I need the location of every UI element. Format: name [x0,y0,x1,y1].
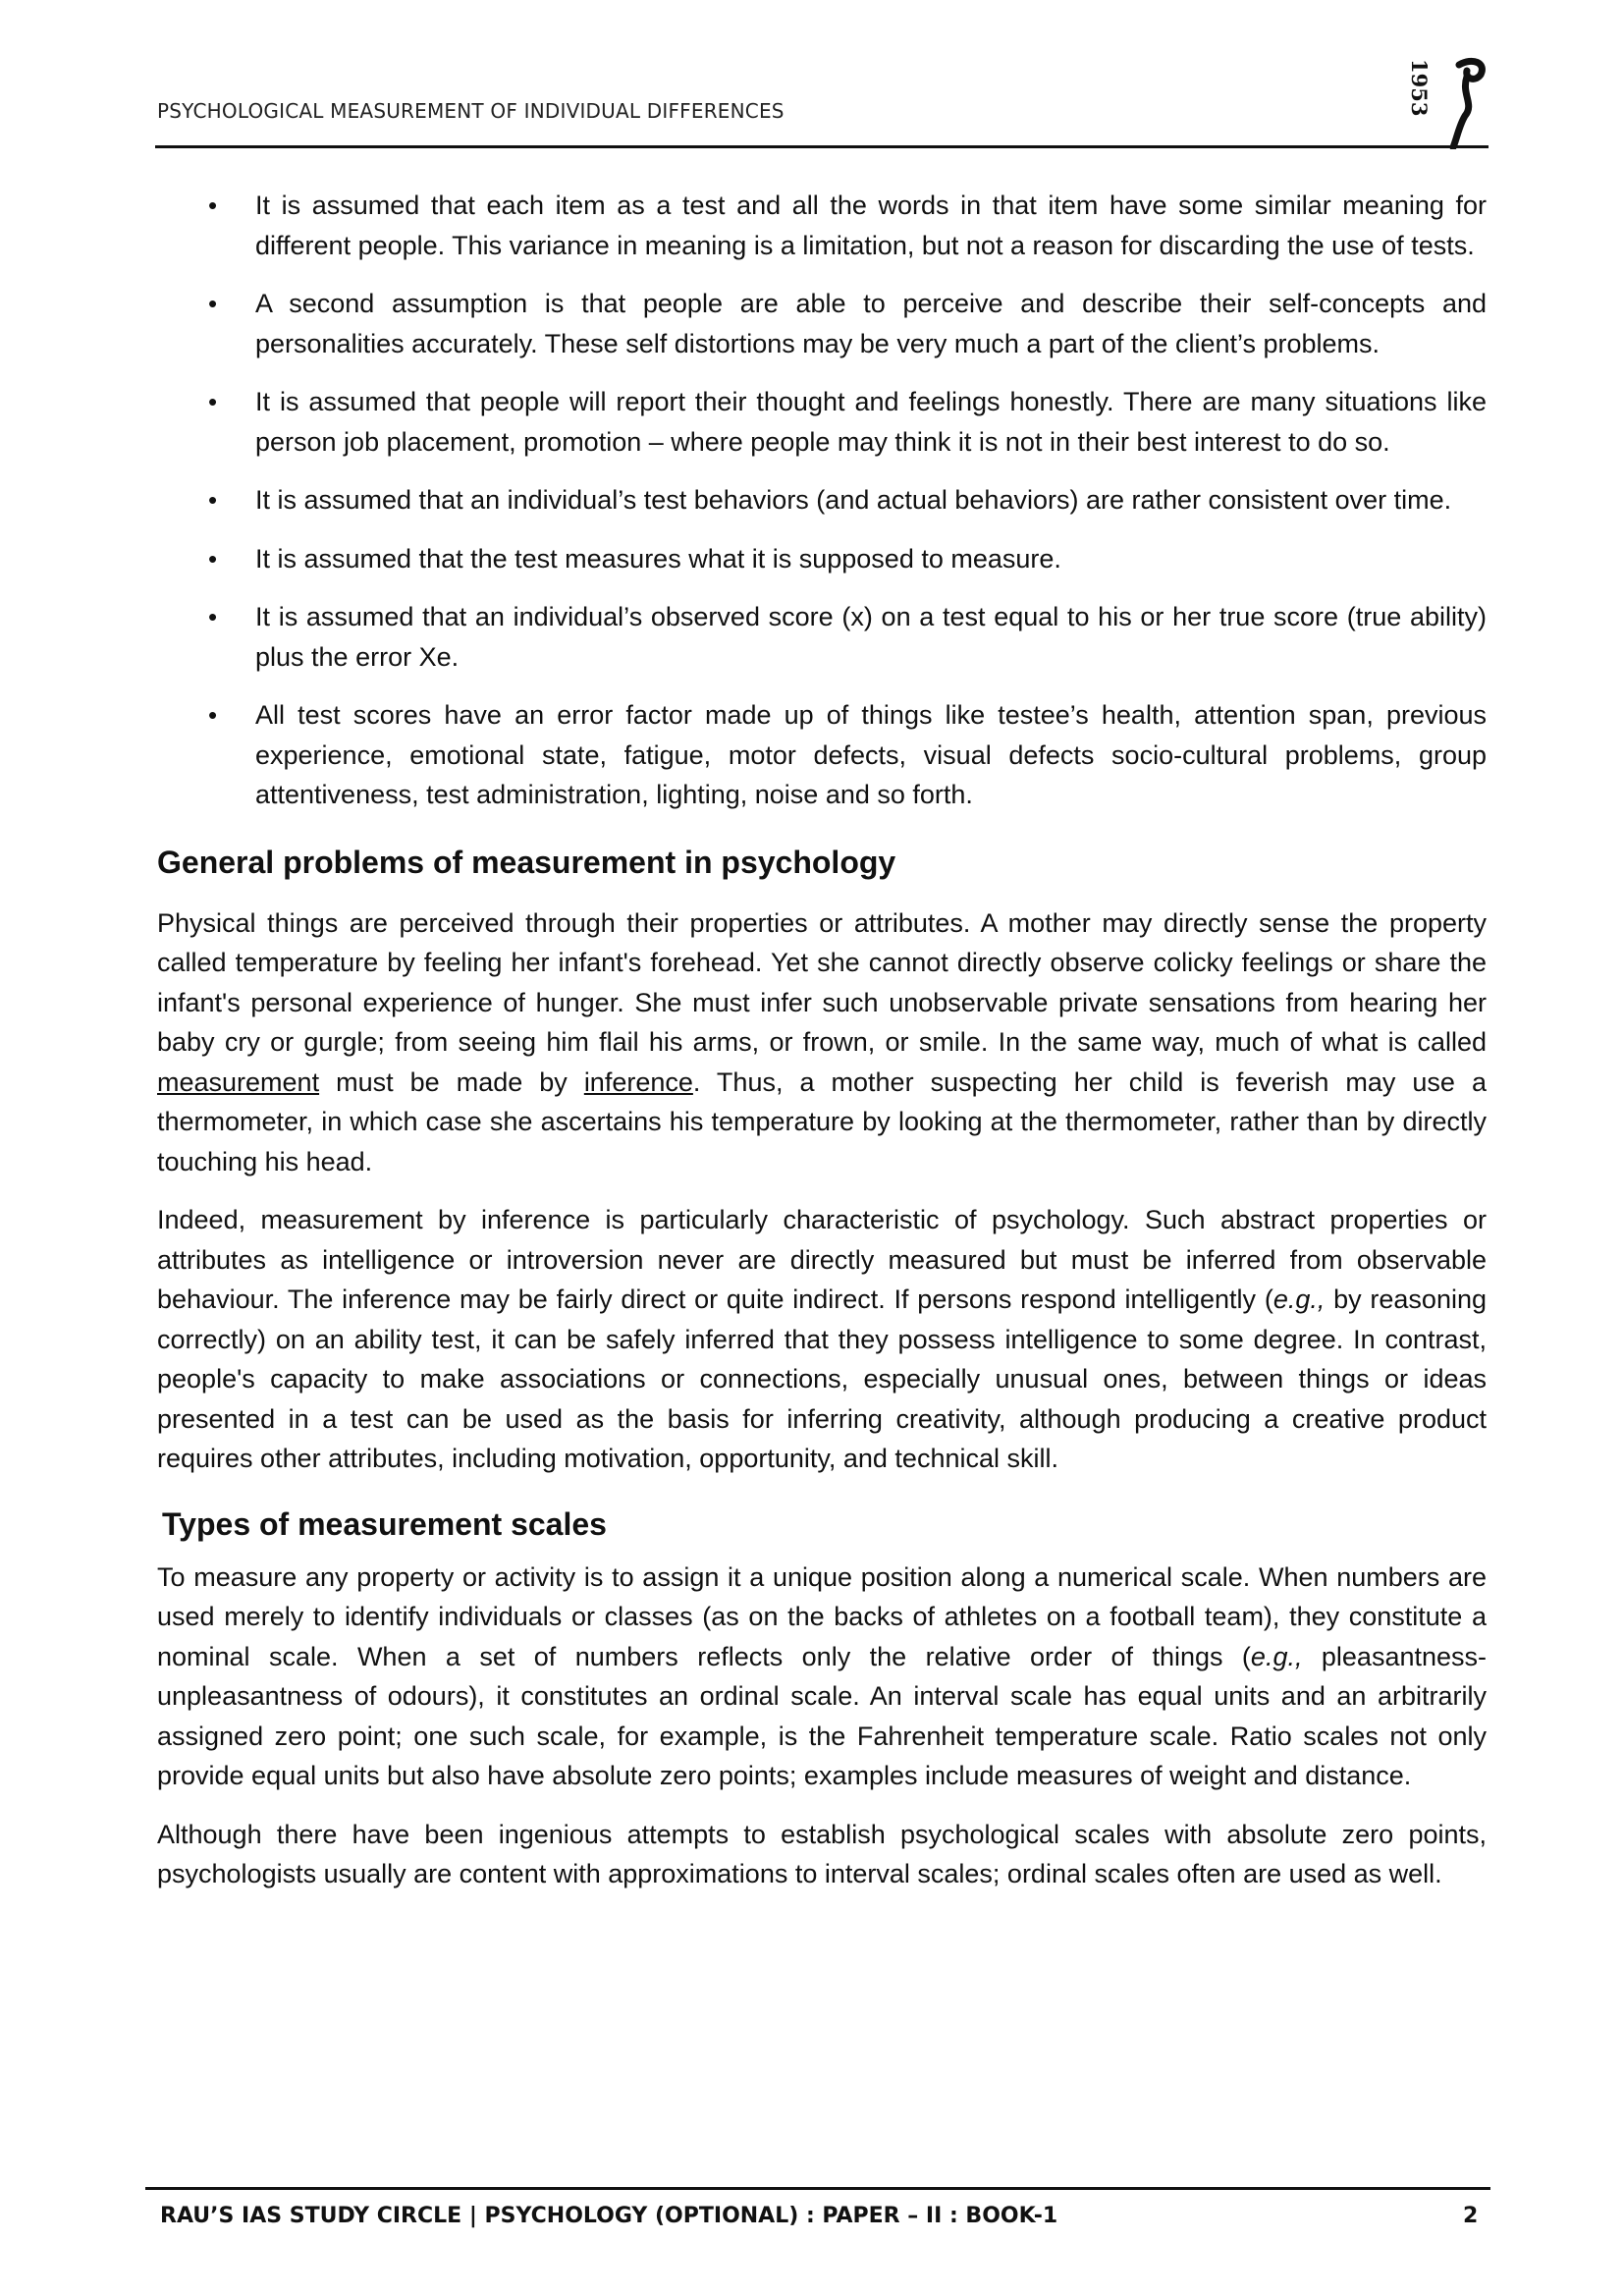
list-item: • A second assumption is that people are able to perceive and describe their self-concepts and personalities accurately. These self distortions may be very much a part of the client’s problems. [157,284,1487,363]
paragraph-scales-1 [157,1558,1487,1796]
text-run: . Thus, a mother suspecting her child is feverish may use a thermometer, in which case she ascertains his temperature by looking at the thermometer, rather than by directly touching his head. [157,1066,1487,1176]
footer-text: RAU’S IAS STUDY CIRCLE | PSYCHOLOGY (OPTIONAL) : PAPER – II : BOOK-1 [160,2204,1058,2228]
logo-swirl [1453,61,1482,147]
underlined-term: measurement [157,1066,320,1097]
text-run: Physical things are perceived through their properties or attributes. A mother may directly sense the property called temperature by feeling her infant's forehead. Yet she cannot directly observe colicky feelings or share the infant's personal experience of hunger. She must infer such unobservable private sensations from hearing her baby cry or gurgle; from seeing him flail his arms, or frown, or smile. In the same way, much of what is called [157,907,1487,1057]
paragraph-general-1 [157,903,1487,1182]
section-heading-general-problems: General problems of measurement in psychology [157,844,896,880]
header-title: PSYCHOLOGICAL MEASUREMENT OF INDIVIDUAL DIFFERENCES [157,99,785,123]
text-run: pleasantness-unpleasantness of odours), it constitutes an ordinal scale. An interval scale has equal units and an arbitrarily assigned zero point; one such scale, for example, is the Fahrenheit temperature scale. Ratio scales not only provide equal units but also have absolute zero points; examples include measures of weight and distance. [157,1641,1488,1790]
text-run: by reasoning correctly) on an ability test, it can be safely inferred that they possess intelligence to some degree. In contrast, people's capacity to make associations or connections, especially unusual ones, between things or ideas presented in a test can be used as the basis for inferring creativity, although producing a creative product requires other attributes, including motivation, opportunity, and technical skill. [157,1285,1487,1473]
list-item: • All test scores have an error factor made up of things like testee’s health, attention span, previous experience, emotional state, fatigue, motor defects, visual defects socio-cultural problems, group attentiveness, test administration, lighting, noise and so forth. [157,695,1487,815]
section-heading-measurement-scales: Types of measurement scales [162,1505,607,1542]
logo-year: 1953 [1407,59,1432,117]
list-item: • It is assumed that an individual’s observed score (x) on a test equal to his or her true score (true ability) plus the error Xe. [157,597,1487,677]
underlined-term: inference [583,1066,693,1097]
list-item: • It is assumed that each item as a test and all the words in that item have some similar meaning for different people. This variance in meaning is a limitation, but not a reason for discarding the use of tests. [157,186,1487,265]
footer-rule [145,2187,1490,2190]
page-content [157,186,1487,1913]
header-rule [155,145,1489,148]
page-number: 2 [1463,2204,1479,2228]
logo-1953-icon [1402,55,1490,149]
paragraph-scales-2: Although there have been ingenious attempts to establish psychological scales with absolute zero points, psychologists usually are content with approximations to interval scales; ordinal scales often are used as well. [157,1819,1487,1888]
text-run: To measure any property or activity is to assign it a unique position along a numerical scale. When numbers are used merely to identify individuals or classes (as on the backs of athletes on a football team), they constitute a nominal scale. When a set of numbers reflects only the relative order of things ( [157,1561,1487,1671]
list-item: • It is assumed that people will report their thought and feelings honestly. There are many situations like person job placement, promotion – where people may think it is not in their best interest to do so. [157,382,1487,462]
paragraph-general-2 [157,1200,1487,1479]
text-run: must be made by [319,1066,584,1097]
text-run: Indeed, measurement by inference is particularly characteristic of psychology. Such abstract properties or attributes as intelligence or introversion never are directly measured but must be inferred from observable behaviour. The inference may be fairly direct or quite indirect. If persons respond intelligently ( [157,1205,1487,1314]
list-item: • It is assumed that the test measures what it is supposed to measure. [157,539,1487,579]
assumptions-list [157,186,1487,815]
italic-abbreviation: e.g., [1250,1641,1303,1671]
list-item: • It is assumed that an individual’s test behaviors (and actual behaviors) are rather consistent over time. [157,480,1487,520]
italic-abbreviation: e.g., [1272,1285,1326,1314]
